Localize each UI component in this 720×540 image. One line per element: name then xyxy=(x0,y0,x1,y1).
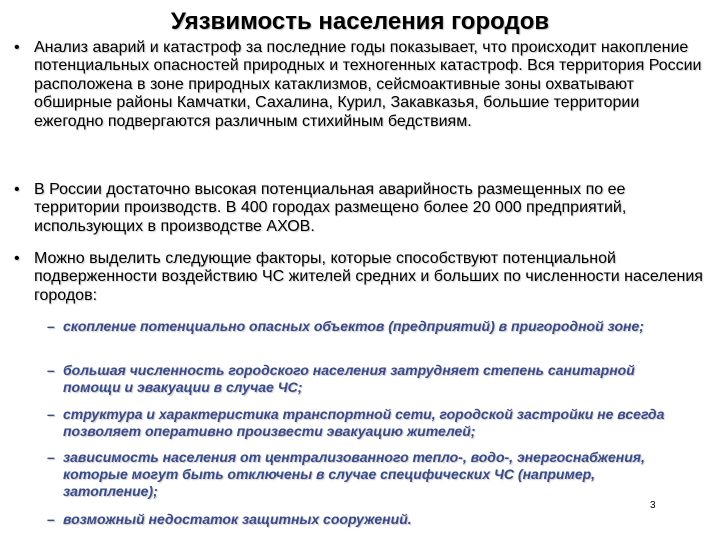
factor-dash: – xyxy=(47,318,55,334)
factor-text: скопление потенциально опасных объектов (предприятий) в пригородной зоне; xyxy=(63,318,644,334)
factor-item xyxy=(47,318,687,335)
slide-title: Уязвимость населения городов xyxy=(170,8,550,35)
factor-text: структура и характеристика транспортной сети, городской застройки не всегда позволяет оперативно произвести эвакуацию жителей; xyxy=(63,406,665,439)
bullet-item xyxy=(14,250,704,305)
factor-text: возможный недостаток защитных сооружений. xyxy=(63,511,412,527)
bullet-text: Анализ аварий и катастроф за последние годы показывает, что происходит накопление потенциальных опасностей природных и техногенных катастроф. Вся территория России расположена в зоне природных катаклизмов, сейсмоактивные зоны охватывают обширные районы Камчатки, Сахалина, Курил, Закавказья, большие территории ежегодно подвергаются различным стихийным бедствиям. xyxy=(34,39,702,130)
factor-dash: – xyxy=(47,406,55,422)
factor-item xyxy=(47,449,687,500)
bullet-text: В России достаточно высокая потенциальная аварийность размещенных по ее территории производств. В 400 городах размещено более 20 000 предприятий, использующих в производстве АХОВ. xyxy=(34,181,627,235)
page-number: 3 xyxy=(650,500,656,511)
factor-dash: – xyxy=(47,362,55,378)
factor-item xyxy=(47,362,687,396)
factor-dash: – xyxy=(47,511,55,527)
factor-text: большая численность городского населения затрудняет степень санитарной помощи и эвакуации в случае ЧС; xyxy=(63,362,635,395)
factor-item xyxy=(47,511,687,528)
bullet-item xyxy=(14,181,704,236)
factor-text: зависимость населения от централизованного тепло-, водо-, энергоснабжения, которые могут быть отключены в случае специфических ЧС (например, затопление); xyxy=(63,449,645,499)
bullet-dot: • xyxy=(14,250,20,267)
factor-dash: – xyxy=(47,449,55,465)
bullet-text: Можно выделить следующие факторы, которые способствуют потенциальной подверженности воздействию ЧС жителей средних и больших по численности населения городов: xyxy=(34,250,703,304)
bullet-dot: • xyxy=(14,39,20,56)
factor-item xyxy=(47,406,687,440)
bullet-item xyxy=(14,39,704,131)
bullet-dot: • xyxy=(14,181,20,198)
